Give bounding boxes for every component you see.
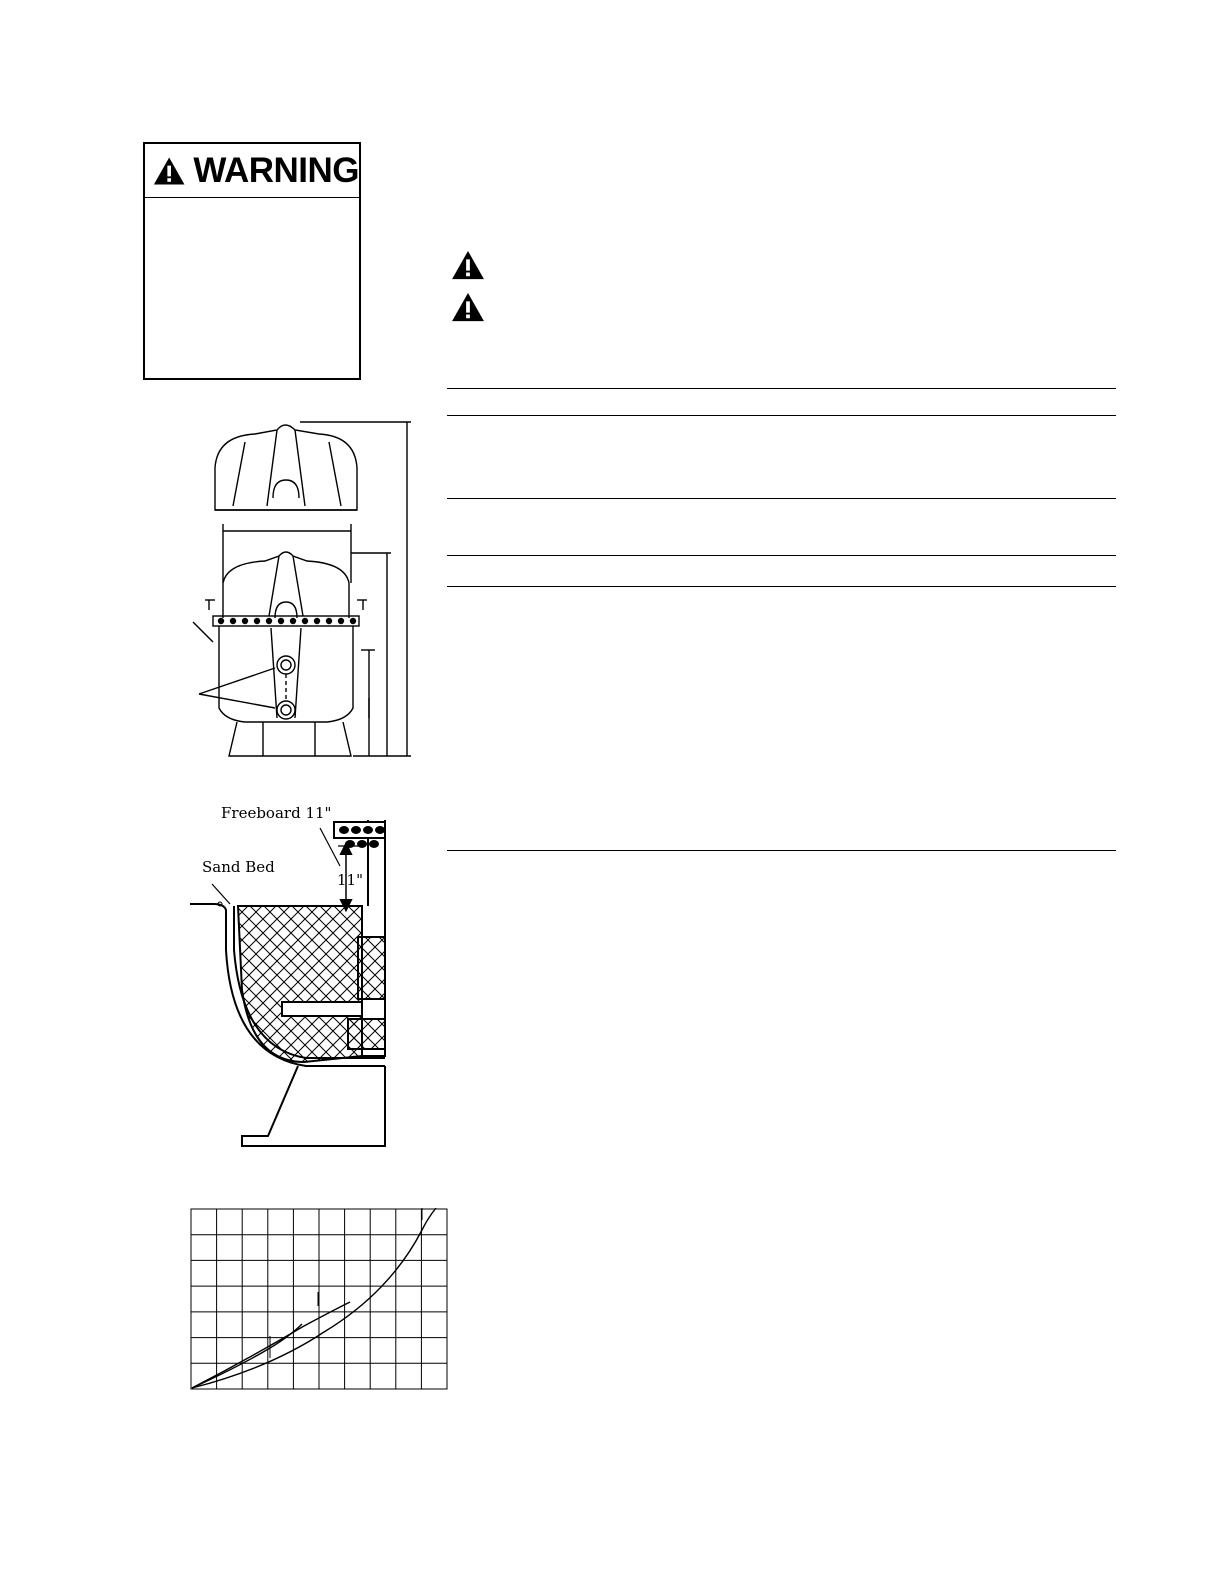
table-rule [447, 555, 1116, 556]
dimension-label: 11" [337, 871, 363, 889]
warning-header [145, 144, 359, 198]
freeboard-label: Freeboard 11" [221, 804, 332, 822]
table-rule [447, 498, 1116, 499]
warning-heading: WARNING [193, 151, 359, 190]
table-rule [447, 388, 1116, 389]
flow-curve-3 [192, 1324, 302, 1388]
table-rule [447, 850, 1116, 851]
flow-chart [190, 1208, 448, 1390]
flow-curve-1 [192, 1302, 350, 1388]
alert-triangle-icon [450, 292, 486, 322]
sand-bed-label: Sand Bed [202, 858, 275, 876]
warning-box [143, 142, 361, 380]
alert-triangle-icon [450, 250, 486, 280]
table-rule [447, 586, 1116, 587]
filter-dimension-drawing [185, 418, 415, 764]
alert-triangle-icon [153, 155, 185, 187]
table-rule [447, 415, 1116, 416]
sand-bed-diagram [186, 800, 416, 1152]
